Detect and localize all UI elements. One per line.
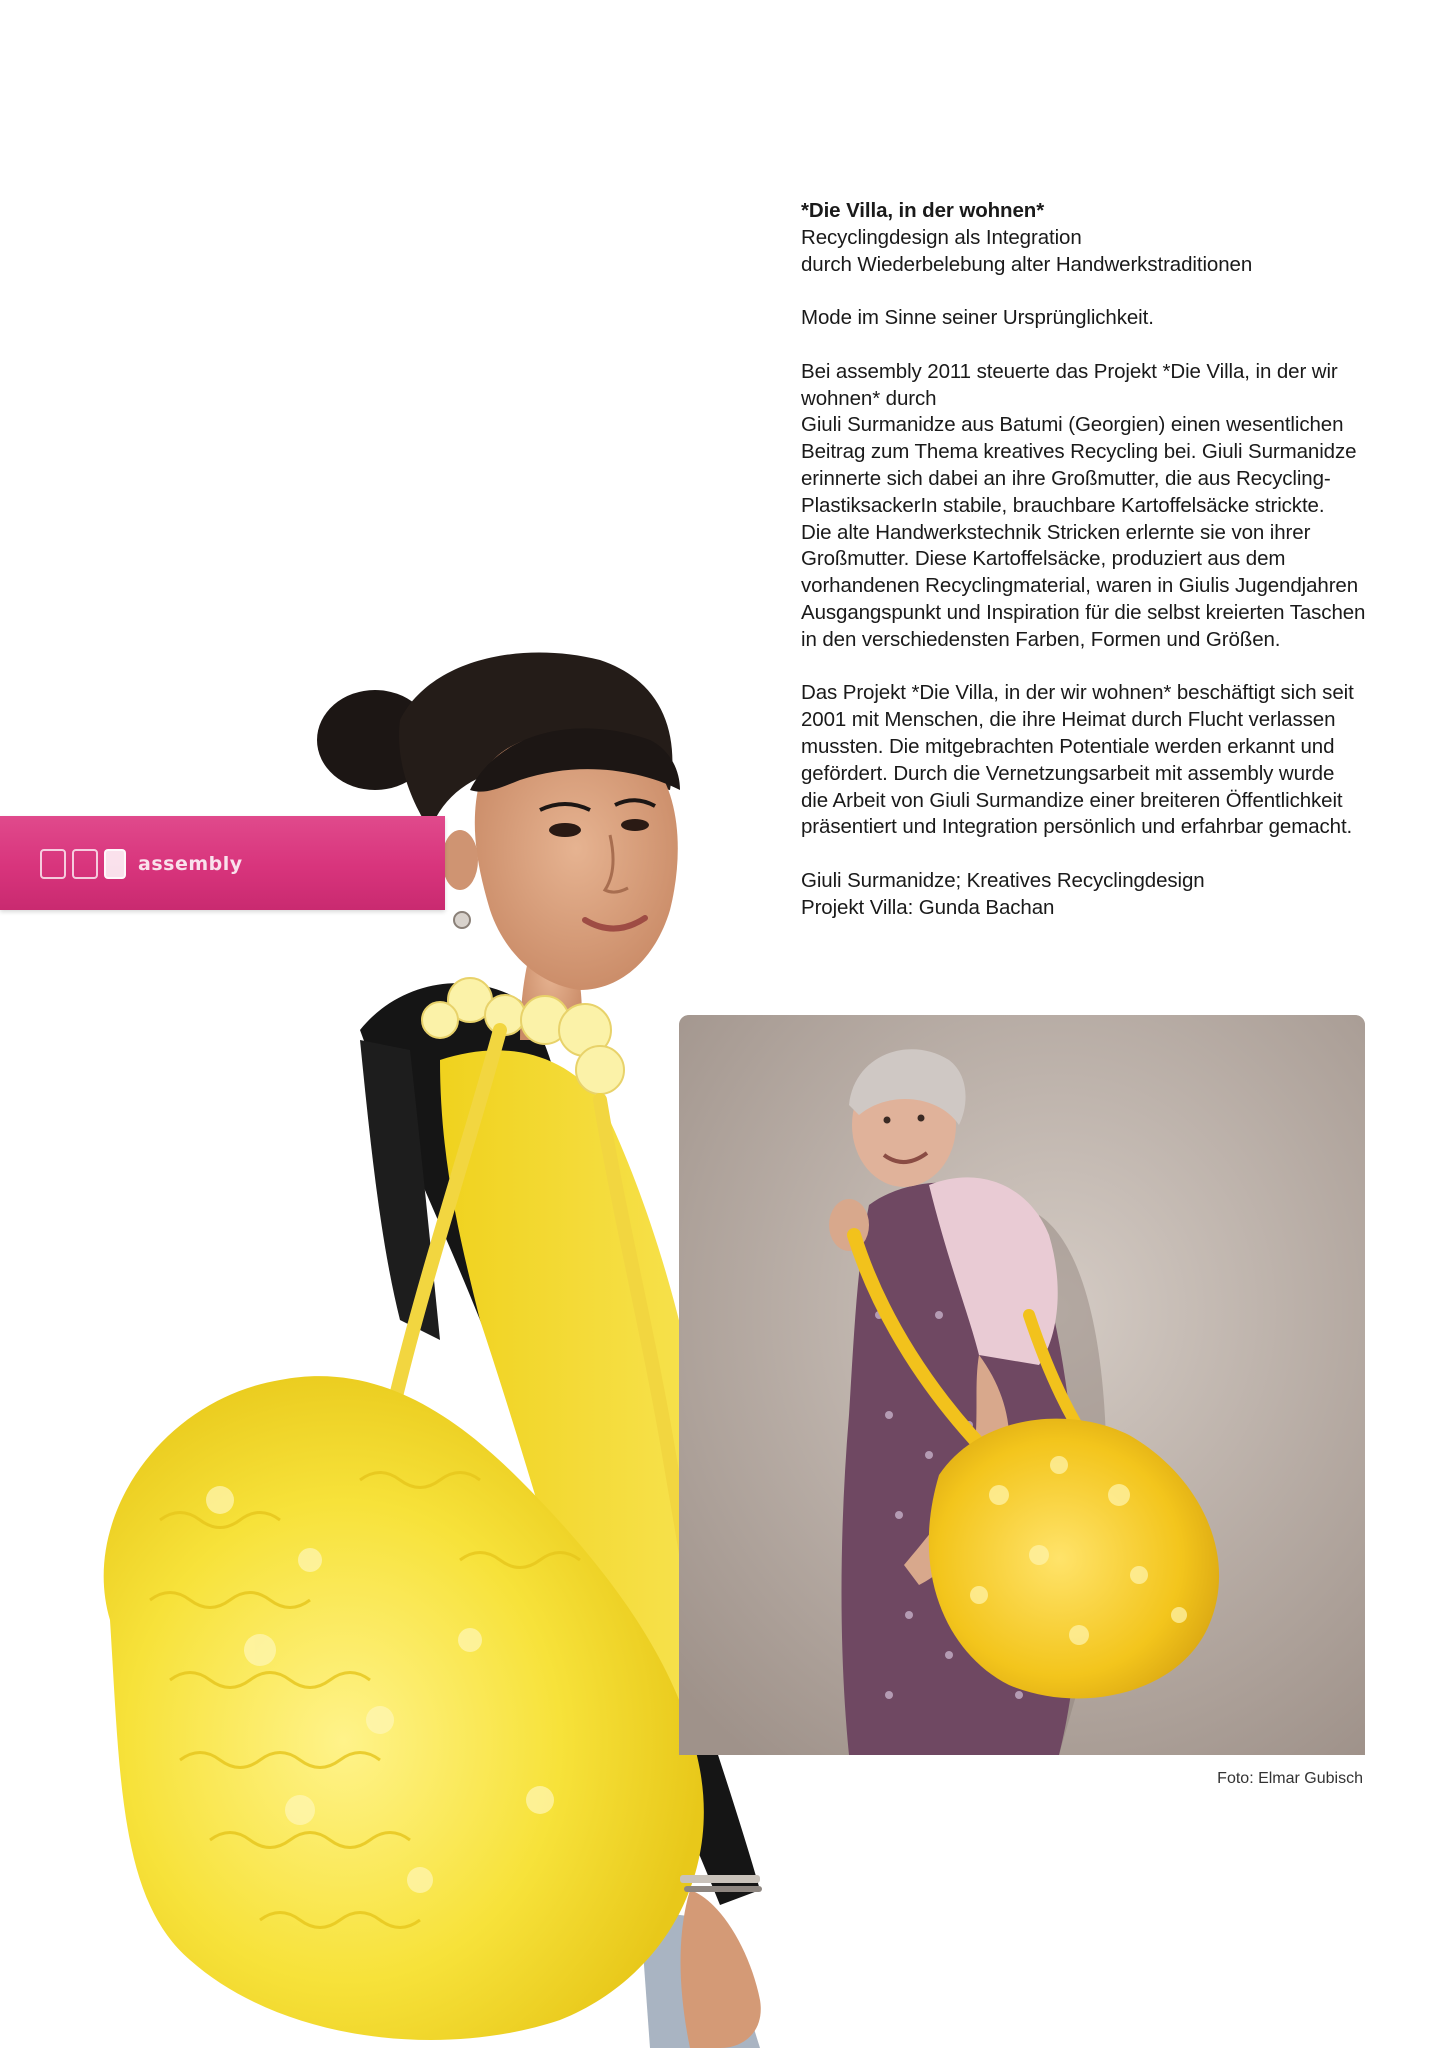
article-subtitle-line: durch Wiederbelebung alter Handwerkstraditionen (801, 252, 1253, 276)
assembly-banner (0, 816, 445, 910)
credits-line: Projekt Villa: Gunda Bachan (801, 895, 1055, 919)
article-text (801, 198, 1401, 948)
logo-box-icon (72, 849, 98, 879)
assembly-logo (40, 848, 243, 880)
article-credits (801, 868, 1401, 922)
article-headline: *Die Villa, in der wohnen* (801, 199, 1045, 222)
logo-box-filled-icon (104, 849, 126, 879)
photo-credit: Foto: Elmar Gubisch (1217, 1770, 1363, 1787)
paragraph-line: Das Projekt *Die Villa, in der wir wohnen* beschäftigt sich seit (801, 681, 1354, 705)
article-tagline: Mode im Sinne seiner Ursprünglichkeit. (801, 306, 1154, 330)
credits-line: Giuli Surmanidze; Kreatives Recyclingdesign (801, 868, 1205, 892)
article-paragraph-1 (801, 359, 1401, 654)
paragraph-line: Beitrag zum Thema kreatives Recycling bei. Giuli Surmanidze (801, 440, 1357, 464)
article-paragraph-2 (801, 680, 1401, 841)
article-header (801, 198, 1401, 278)
paragraph-line: Ausgangspunkt und Inspiration für die selbst kreierten Taschen (801, 600, 1366, 624)
paragraph-line: erinnerte sich dabei an ihre Großmutter, die aus Recycling- (801, 466, 1331, 490)
photo-grandmother-with-yellow-bag (679, 1015, 1365, 1755)
paragraph-line: 2001 mit Menschen, die ihre Heimat durch Flucht verlassen (801, 708, 1336, 732)
article-subtitle-line: Recyclingdesign als Integration (801, 225, 1082, 249)
paragraph-line: vorhandenen Recyclingmaterial, waren in Giulis Jugendjahren (801, 574, 1359, 598)
logo-box-icon (40, 849, 66, 879)
paragraph-line: wohnen* durch (801, 386, 937, 410)
paragraph-line: die Arbeit von Giuli Surmandize einer breiteren Öffentlichkeit (801, 788, 1343, 812)
paragraph-line: Bei assembly 2011 steuerte das Projekt *Die Villa, in der wir (801, 359, 1338, 383)
paragraph-line: Die alte Handwerkstechnik Stricken erlernte sie von ihrer (801, 520, 1311, 544)
paragraph-line: PlastiksackerIn stabile, brauchbare Kartoffelsäcke strickte. (801, 493, 1325, 517)
paragraph-line: präsentiert und Integration persönlich und erfahrbar gemacht. (801, 815, 1353, 839)
paragraph-line: mussten. Die mitgebrachten Potentiale werden erkannt und (801, 734, 1335, 758)
paragraph-line: Giuli Surmanidze aus Batumi (Georgien) einen wesentlichen (801, 413, 1344, 437)
paragraph-line: in den verschiedensten Farben, Formen und Größen. (801, 627, 1281, 651)
paragraph-line: gefördert. Durch die Vernetzungsarbeit mit assembly wurde (801, 761, 1335, 785)
banner-logo-text: assembly (138, 853, 243, 875)
paragraph-line: Großmutter. Diese Kartoffelsäcke, produziert aus dem (801, 547, 1286, 571)
